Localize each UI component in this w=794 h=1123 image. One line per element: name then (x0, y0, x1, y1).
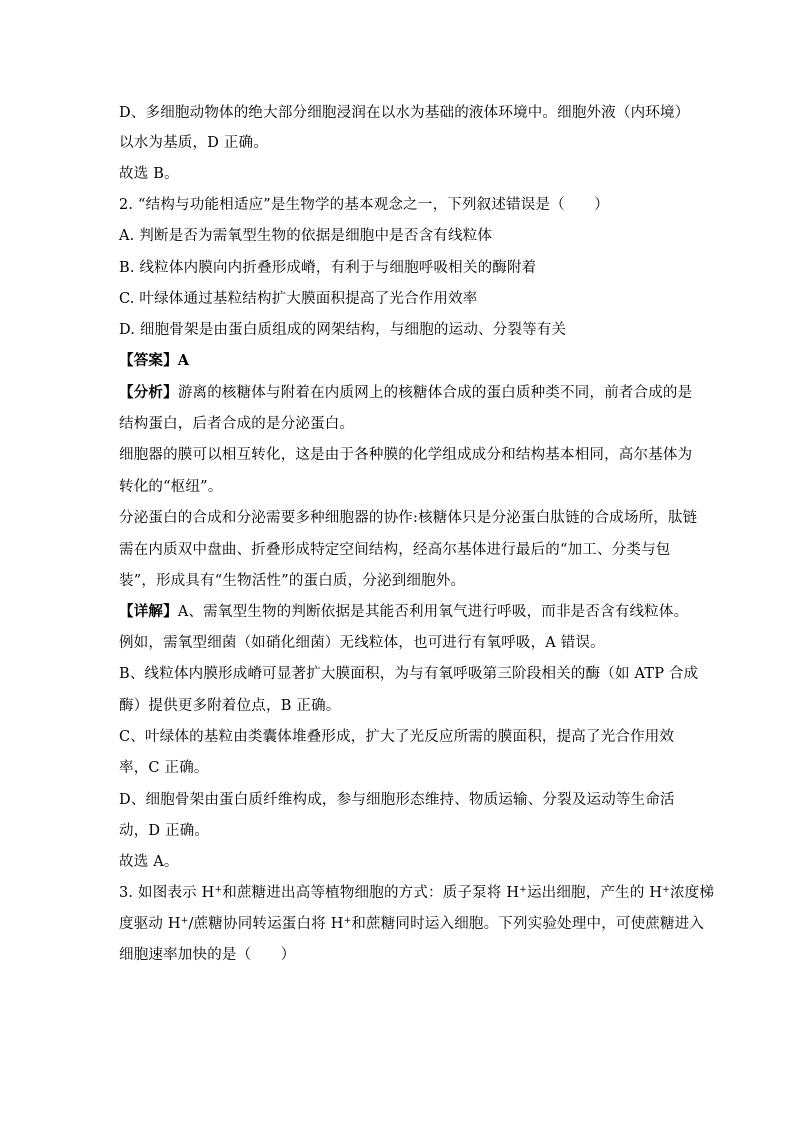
answer-label: 【答案】A (119, 352, 190, 369)
text-line: 转化的“枢纽”。 (119, 479, 223, 495)
option-d: D. 细胞骨架是由蛋白质组成的网架结构，与细胞的运动、分裂等有关 (119, 322, 567, 338)
question-2-stem: 2. “结构与功能相适应”是生物学的基本观念之一，下列叙述错误是（ ） (119, 197, 609, 213)
text-line: 需在内质双中盘曲、折叠形成特定空间结构，经高尔基体进行最后的“加工、分类与包 (119, 542, 671, 558)
text-line: 细胞速率加快的是（ ） (119, 947, 296, 963)
text-line: 结构蛋白，后者合成的是分泌蛋白。 (119, 416, 355, 432)
text-line: 故选 A。 (119, 854, 179, 870)
explanation-text: A、需氧型生物的判断依据是其能否利用氧气进行呼吸，而非是否含有线粒体。 (177, 604, 689, 620)
text-line: C、叶绿体的基粒由类囊体堆叠形成，扩大了光反应所需的膜面积，提高了光合作用效 (119, 729, 675, 745)
superscript-plus: + (180, 916, 189, 926)
text-line: D、多细胞动物体的绝大部分细胞浸润在以水为基础的液体环境中。细胞外液（内环境） (119, 105, 690, 121)
text-line: 例如，需氧型细菌（如硝化细菌）无线粒体，也可进行有氧呼吸，A 错误。 (119, 635, 605, 651)
text-line: 分泌蛋白的合成和分泌需要多种细胞器的协作:核糖体只是分泌蛋白肽链的合成场所，肽链 (119, 510, 698, 526)
text-line: 故选 B。 (119, 166, 179, 182)
text-line: 酶）提供更多附着位点，B 正确。 (119, 698, 341, 714)
superscript-plus: + (662, 885, 670, 895)
analysis-label: 【分析】 (119, 384, 178, 401)
explanation-line (119, 602, 688, 622)
text-line: 度驱动 H+/蔗糖协同转运蛋白将 H+和蔗糖同时运入细胞。下列实验处理中，可使蔗糖进入 (119, 916, 705, 932)
text-line: 率，C 正确。 (119, 760, 209, 776)
superscript-plus: + (519, 885, 527, 895)
option-c: C. 叶绿体通过基粒结构扩大膜面积提高了光合作用效率 (119, 291, 478, 307)
text-line: 细胞器的膜可以相互转化，这是由于各种膜的化学组成成分和结构基本相同，高尔基体为 (119, 447, 693, 463)
text-line: B、线粒体内膜形成嵴可显著扩大膜面积，为与有氧呼吸第三阶段相关的酶（如 ATP 合成 (119, 666, 699, 682)
analysis-text: 游离的核糖体与附着在内质网上的核糖体合成的蛋白质种类不同，前者合成的是 (177, 385, 693, 401)
text-line: D、细胞骨架由蛋白质纤维构成，参与细胞形态维持、物质运输、分裂及运动等生命活 (119, 792, 675, 808)
text-line: 以水为基质，D 正确。 (119, 135, 268, 151)
explanation-label: 【详解】 (119, 603, 178, 620)
superscript-plus: + (343, 916, 352, 926)
option-b: B. 线粒体内膜向内折叠形成嵴，有利于与细胞呼吸相关的酶附着 (119, 260, 537, 276)
analysis-line (119, 383, 692, 403)
superscript-plus: + (214, 885, 223, 895)
text-line: 装”，形成具有“生物活性”的蛋白质，分泌到细胞外。 (119, 573, 466, 589)
text-line: 动，D 正确。 (119, 823, 210, 839)
question-3-stem: 3. 如图表示 H+和蔗糖进出高等植物细胞的方式：质子泵将 H+运出细胞，产生的 H+浓度梯 (119, 885, 715, 901)
option-a: A. 判断是否为需氧型生物的依据是细胞中是否含有线粒体 (119, 228, 493, 244)
